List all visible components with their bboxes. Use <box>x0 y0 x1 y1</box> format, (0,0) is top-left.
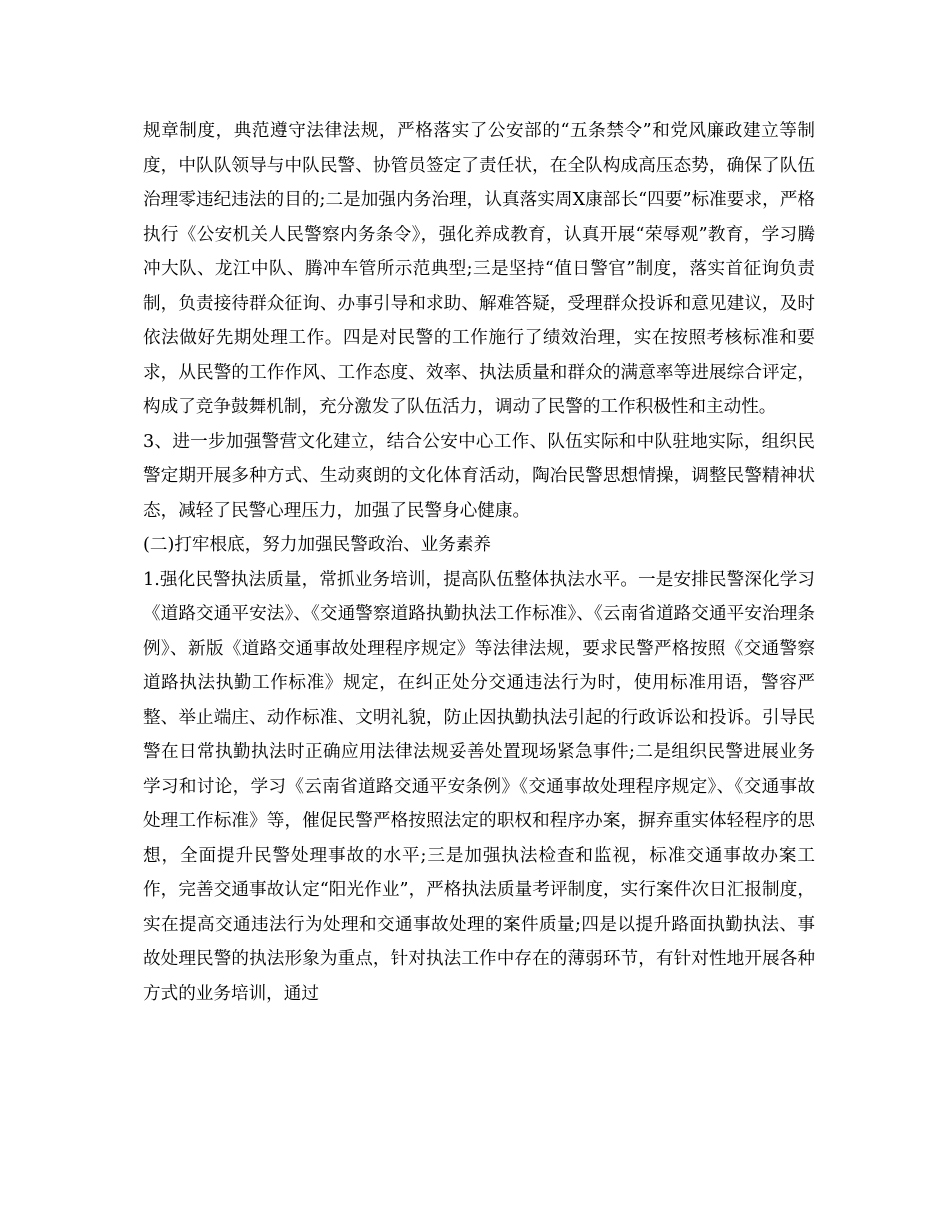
document-body <box>143 114 815 1011</box>
paragraph-1: 规章制度，典范遵守法律法规，严格落实了公安部的“五条禁令”和党风廉政建立等制度，中队队领导与中队民警、协管员签定了责任状，在全队构成高压态势，确保了队伍治理零违纪违法的目的;二是加强内务治理，认真落实周X康部长“四要”标准要求，严格执行《公安机关人民警察内务条令》，强化养成教育，认真开展“荣辱观”教育，学习腾冲大队、龙江中队、腾冲车管所示范典型;三是坚持“值日警官”制度，落实首征询负责制，负责接待群众征询、办事引导和求助、解难答疑，受理群众投诉和意见建议，及时依法做好先期处理工作。四是对民警的工作施行了绩效治理，实在按照考核标准和要求，从民警的工作作风、工作态度、效率、执法质量和群众的满意率等进展综合评定，构成了竞争鼓舞机制，充分激发了队伍活力，调动了民警的工作积极性和主动性。 <box>143 121 815 417</box>
section-heading: (二)打牢根底，努力加强民警政治、业务素养 <box>143 535 492 555</box>
paragraph-2: 3、进一步加强警营文化建立，结合公安中心工作、队伍实际和中队驻地实际，组织民警定期开展多种方式、生动爽朗的文化体育活动，陶冶民警思想情操，调整民警精神状态，减轻了民警心理压力，加强了民警身心健康。 <box>143 431 815 521</box>
paragraph-3: 1.强化民警执法质量，常抓业务培训，提高队伍整体执法水平。一是安排民警深化学习《道路交通平安法》、《交通警察道路执勤执法工作标准》、《云南省道路交通平安治理条例》、新版《道路交通事故处理程序规定》等法律法规，要求民警严格按照《交通警察道路执法执勤工作标准》规定，在纠正处分交通违法行为时，使用标准用语，警容严整、举止端庄、动作标准、文明礼貌，防止因执勤执法引起的行政诉讼和投诉。引导民警在日常执勤执法时正确应用法律法规妥善处置现场紧急事件;二是组织民警进展业务学习和讨论，学习《云南省道路交通平安条例》《交通事故处理程序规定》、《交通事故处理工作标准》等，催促民警严格按照法定的职权和程序办案，摒弃重实体轻程序的思想，全面提升民警处理事故的水平;三是加强执法检查和监视，标准交通事故办案工作，完善交通事故认定“阳光作业”，严格执法质量考评制度，实行案件次日汇报制度，实在提高交通违法行为处理和交通事故处理的案件质量;四是以提升路面执勤执法、事故处理民警的执法形象为重点，针对执法工作中存在的薄弱环节，有针对性地开展各种方式的业务培训，通过 <box>143 569 815 1004</box>
